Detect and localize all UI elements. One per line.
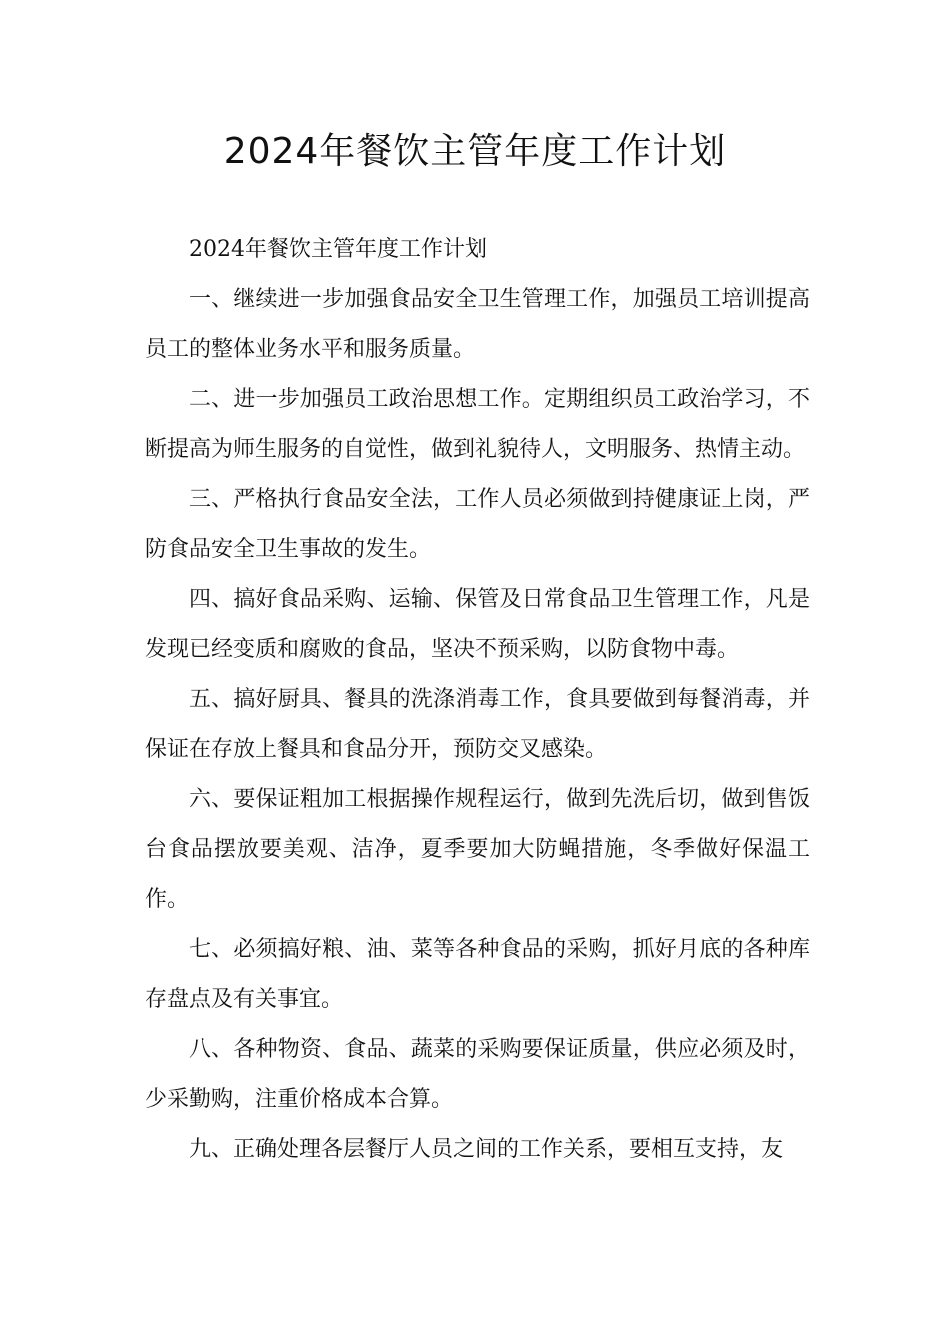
paragraph-item-2: 二、进一步加强员工政治思想工作。定期组织员工政治学习，不断提高为师生服务的自觉性，做到礼貌待人，文明服务、热情主动。 [145, 387, 810, 462]
paragraph-item-3: 三、严格执行食品安全法，工作人员必须做到持健康证上岗，严防食品安全卫生事故的发生。 [145, 487, 810, 562]
paragraph-item-8: 八、各种物资、食品、蔬菜的采购要保证质量，供应必须及时，少采勤购，注重价格成本合算。 [145, 1037, 810, 1112]
paragraph-heading: 2024年餐饮主管年度工作计划 [189, 237, 487, 262]
paragraph-item-1: 一、继续进一步加强食品安全卫生管理工作，加强员工培训提高员工的整体业务水平和服务质量。 [145, 287, 810, 362]
paragraph-item-5: 五、搞好厨具、餐具的洗涤消毒工作，食具要做到每餐消毒，并保证在存放上餐具和食品分开，预防交叉感染。 [145, 687, 810, 762]
paragraph-item-9: 九、正确处理各层餐厅人员之间的工作关系，要相互支持，友 [189, 1137, 784, 1162]
paragraph-item-7: 七、必须搞好粮、油、菜等各种食品的采购，抓好月底的各种库存盘点及有关事宜。 [145, 937, 810, 1012]
document-body [145, 225, 810, 1175]
paragraph-item-6: 六、要保证粗加工根据操作规程运行，做到先洗后切，做到售饭台食品摆放要美观、洁净，夏季要加大防蝇措施，冬季做好保温工作。 [145, 787, 810, 912]
paragraph-item-4: 四、搞好食品采购、运输、保管及日常食品卫生管理工作，凡是发现已经变质和腐败的食品，坚决不预采购，以防食物中毒。 [145, 587, 810, 662]
document-title: 2024年餐饮主管年度工作计划 [223, 131, 727, 172]
